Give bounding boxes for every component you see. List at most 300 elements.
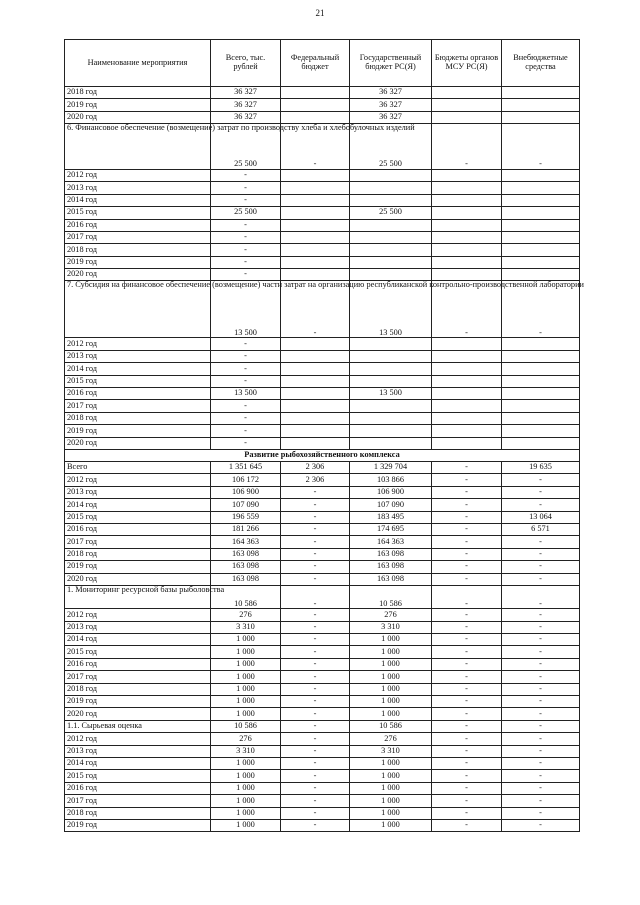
cell-federal: - <box>281 561 350 573</box>
cell-activity-label: 2015 год <box>65 207 211 219</box>
cell-activity-label: 2013 год <box>65 621 211 633</box>
cell-activity-label: 2012 год <box>65 733 211 745</box>
cell-extrabudgetary: - <box>502 795 580 807</box>
cell-municipal: - <box>432 807 502 819</box>
cell-total: - <box>211 400 281 412</box>
table-row <box>65 720 580 732</box>
cell-total: 1 000 <box>211 683 281 695</box>
cell-state <box>350 425 432 437</box>
cell-total: 163 098 <box>211 548 281 560</box>
cell-extrabudgetary: - <box>502 281 580 338</box>
cell-municipal <box>432 412 502 424</box>
cell-extrabudgetary: 19 635 <box>502 462 580 474</box>
cell-activity-label: 2014 год <box>65 757 211 769</box>
cell-federal <box>281 111 350 123</box>
cell-federal <box>281 231 350 243</box>
cell-extrabudgetary: - <box>502 807 580 819</box>
cell-activity-label: 2013 год <box>65 486 211 498</box>
cell-activity-label: 2019 год <box>65 256 211 268</box>
cell-extrabudgetary: - <box>502 646 580 658</box>
cell-state <box>350 437 432 449</box>
table-row <box>65 708 580 720</box>
cell-extrabudgetary: - <box>502 634 580 646</box>
cell-total: - <box>211 244 281 256</box>
cell-federal <box>281 400 350 412</box>
cell-federal <box>281 99 350 111</box>
cell-total: - <box>211 437 281 449</box>
table-row <box>65 388 580 400</box>
cell-state: 276 <box>350 609 432 621</box>
cell-activity-label: 2018 год <box>65 244 211 256</box>
cell-state: 25 500 <box>350 207 432 219</box>
cell-total: 276 <box>211 609 281 621</box>
cell-extrabudgetary <box>502 87 580 99</box>
cell-total: 10 586 <box>211 720 281 732</box>
cell-extrabudgetary: - <box>502 757 580 769</box>
cell-municipal: - <box>432 745 502 757</box>
cell-federal <box>281 219 350 231</box>
cell-federal: - <box>281 683 350 695</box>
cell-municipal <box>432 256 502 268</box>
cell-municipal: - <box>432 609 502 621</box>
cell-activity-label: 2013 год <box>65 350 211 362</box>
cell-municipal: - <box>432 733 502 745</box>
cell-state: 10 586 <box>350 585 432 608</box>
cell-extrabudgetary: - <box>502 708 580 720</box>
table-body <box>65 87 584 832</box>
cell-extrabudgetary <box>502 256 580 268</box>
cell-municipal: - <box>432 720 502 732</box>
cell-activity-label: 2017 год <box>65 536 211 548</box>
cell-state: 36 327 <box>350 99 432 111</box>
table-row <box>65 207 580 219</box>
cell-state: 103 866 <box>350 474 432 486</box>
cell-federal: - <box>281 745 350 757</box>
cell-total: 1 000 <box>211 634 281 646</box>
page-number: 21 <box>315 8 325 18</box>
cell-municipal <box>432 207 502 219</box>
cell-state: 1 000 <box>350 658 432 670</box>
cell-municipal <box>432 182 502 194</box>
cell-extrabudgetary: 13 064 <box>502 511 580 523</box>
table-row <box>65 363 580 375</box>
cell-extrabudgetary: - <box>502 683 580 695</box>
cell-activity-label: 2020 год <box>65 269 211 281</box>
cell-total: 3 310 <box>211 745 281 757</box>
table-row <box>65 609 580 621</box>
cell-state: 3 310 <box>350 621 432 633</box>
cell-federal <box>281 269 350 281</box>
cell-federal <box>281 350 350 362</box>
cell-activity-label: 2018 год <box>65 87 211 99</box>
table-row <box>65 99 580 111</box>
cell-municipal <box>432 269 502 281</box>
cell-state: 1 000 <box>350 683 432 695</box>
cell-federal: - <box>281 124 350 170</box>
table-row <box>65 499 580 511</box>
cell-municipal <box>432 363 502 375</box>
table-row <box>65 169 580 181</box>
cell-municipal <box>432 388 502 400</box>
cell-activity-label: 2012 год <box>65 609 211 621</box>
cell-total: - <box>211 425 281 437</box>
table-row <box>65 375 580 387</box>
cell-municipal <box>432 231 502 243</box>
table-row <box>65 757 580 769</box>
cell-state <box>350 363 432 375</box>
cell-total: - <box>211 256 281 268</box>
cell-federal: - <box>281 782 350 794</box>
cell-activity-label: 2015 год <box>65 770 211 782</box>
cell-federal: - <box>281 281 350 338</box>
table-row <box>65 87 580 99</box>
cell-municipal: - <box>432 573 502 585</box>
table-row <box>65 124 580 170</box>
cell-extrabudgetary: - <box>502 561 580 573</box>
cell-federal: - <box>281 523 350 535</box>
table-row <box>65 350 580 362</box>
cell-total: - <box>211 194 281 206</box>
cell-federal: - <box>281 757 350 769</box>
table-row <box>65 412 580 424</box>
cell-state: 1 000 <box>350 795 432 807</box>
cell-activity-label: 2019 год <box>65 425 211 437</box>
table-row <box>65 111 580 123</box>
cell-activity-label: 2020 год <box>65 437 211 449</box>
cell-federal <box>281 194 350 206</box>
cell-extrabudgetary <box>502 338 580 350</box>
cell-state: 1 000 <box>350 782 432 794</box>
cell-federal: - <box>281 770 350 782</box>
cell-total: 10 586 <box>211 585 281 608</box>
cell-state <box>350 194 432 206</box>
cell-activity-label: 2012 год <box>65 338 211 350</box>
cell-activity-label: 2017 год <box>65 671 211 683</box>
cell-activity-label: 2018 год <box>65 683 211 695</box>
cell-total: - <box>211 350 281 362</box>
cell-total: 107 090 <box>211 499 281 511</box>
cell-activity-label: 2016 год <box>65 219 211 231</box>
cell-municipal: - <box>432 523 502 535</box>
cell-activity-label: 2012 год <box>65 169 211 181</box>
section-title: Развитие рыбохозяйственного комплекса <box>65 450 580 462</box>
cell-total: - <box>211 375 281 387</box>
table-row <box>65 683 580 695</box>
header-federal-budget: Федеральный бюджет <box>281 40 350 87</box>
cell-federal: - <box>281 733 350 745</box>
cell-total: 276 <box>211 733 281 745</box>
cell-municipal: - <box>432 548 502 560</box>
cell-extrabudgetary: - <box>502 124 580 170</box>
header-extrabudgetary: Внебюджетные средства <box>502 40 580 87</box>
cell-municipal: - <box>432 671 502 683</box>
cell-municipal <box>432 244 502 256</box>
cell-municipal <box>432 194 502 206</box>
table-header-row <box>65 40 580 87</box>
cell-federal: - <box>281 720 350 732</box>
cell-municipal: - <box>432 561 502 573</box>
table-row <box>65 548 580 560</box>
cell-extrabudgetary <box>502 111 580 123</box>
cell-state <box>350 338 432 350</box>
cell-activity-label: 2013 год <box>65 182 211 194</box>
cell-activity-label: 2019 год <box>65 99 211 111</box>
cell-state: 13 500 <box>350 388 432 400</box>
table-row <box>65 256 580 268</box>
cell-total: 1 000 <box>211 658 281 670</box>
table-row <box>65 634 580 646</box>
table-row <box>65 511 580 523</box>
table-row <box>65 462 580 474</box>
cell-federal: - <box>281 621 350 633</box>
cell-state: 164 363 <box>350 536 432 548</box>
cell-activity-label: 2016 год <box>65 523 211 535</box>
cell-state <box>350 256 432 268</box>
cell-activity-label: 2016 год <box>65 782 211 794</box>
cell-total: 106 900 <box>211 486 281 498</box>
header-total: Всего, тыс. рублей <box>211 40 281 87</box>
cell-extrabudgetary: - <box>502 548 580 560</box>
table-row <box>65 795 580 807</box>
cell-state: 163 098 <box>350 548 432 560</box>
cell-extrabudgetary: 6 571 <box>502 523 580 535</box>
cell-extrabudgetary <box>502 363 580 375</box>
cell-federal <box>281 182 350 194</box>
cell-total: - <box>211 412 281 424</box>
cell-total: 1 000 <box>211 708 281 720</box>
cell-municipal: - <box>432 462 502 474</box>
table-row <box>65 696 580 708</box>
cell-activity-label: 2018 год <box>65 548 211 560</box>
cell-federal: - <box>281 807 350 819</box>
table-row <box>65 231 580 243</box>
cell-state: 1 329 704 <box>350 462 432 474</box>
cell-state: 183 495 <box>350 511 432 523</box>
cell-state: 13 500 <box>350 281 432 338</box>
cell-total: 25 500 <box>211 207 281 219</box>
cell-extrabudgetary <box>502 375 580 387</box>
cell-total: 1 000 <box>211 782 281 794</box>
table-row <box>65 437 580 449</box>
cell-total: 163 098 <box>211 573 281 585</box>
cell-state: 276 <box>350 733 432 745</box>
cell-municipal: - <box>432 474 502 486</box>
cell-state: 1 000 <box>350 807 432 819</box>
cell-state: 1 000 <box>350 819 432 831</box>
table-row <box>65 585 580 608</box>
cell-total: 1 000 <box>211 795 281 807</box>
table-row <box>65 269 580 281</box>
cell-total: - <box>211 231 281 243</box>
cell-federal: - <box>281 511 350 523</box>
cell-extrabudgetary <box>502 182 580 194</box>
cell-municipal: - <box>432 634 502 646</box>
cell-activity-label: 2016 год <box>65 388 211 400</box>
cell-extrabudgetary: - <box>502 609 580 621</box>
cell-activity-label: 2020 год <box>65 573 211 585</box>
cell-federal <box>281 169 350 181</box>
cell-extrabudgetary <box>502 400 580 412</box>
cell-state: 163 098 <box>350 573 432 585</box>
table-row <box>65 474 580 486</box>
cell-activity-label: 2015 год <box>65 375 211 387</box>
cell-extrabudgetary <box>502 207 580 219</box>
cell-state: 25 500 <box>350 124 432 170</box>
cell-activity-label: 2015 год <box>65 511 211 523</box>
cell-federal: - <box>281 548 350 560</box>
cell-state <box>350 169 432 181</box>
cell-activity-label: 6. Финансовое обеспечение (возмещение) затрат по производству хлеба и хлебобулочных изделий <box>65 124 211 170</box>
cell-activity-label: 2018 год <box>65 412 211 424</box>
cell-total: 36 327 <box>211 87 281 99</box>
cell-municipal <box>432 111 502 123</box>
cell-federal: - <box>281 819 350 831</box>
cell-total: 25 500 <box>211 124 281 170</box>
cell-extrabudgetary <box>502 231 580 243</box>
cell-municipal: - <box>432 658 502 670</box>
cell-total: 163 098 <box>211 561 281 573</box>
table-row <box>65 523 580 535</box>
cell-activity-label: 2014 год <box>65 499 211 511</box>
cell-state <box>350 182 432 194</box>
cell-municipal: - <box>432 486 502 498</box>
cell-total: 1 000 <box>211 807 281 819</box>
cell-total: 196 559 <box>211 511 281 523</box>
cell-extrabudgetary <box>502 388 580 400</box>
cell-municipal: - <box>432 696 502 708</box>
cell-state: 36 327 <box>350 111 432 123</box>
cell-municipal <box>432 219 502 231</box>
table-row <box>65 244 580 256</box>
cell-federal: - <box>281 795 350 807</box>
cell-municipal: - <box>432 782 502 794</box>
cell-total: - <box>211 219 281 231</box>
cell-municipal <box>432 350 502 362</box>
cell-extrabudgetary: - <box>502 733 580 745</box>
cell-state: 163 098 <box>350 561 432 573</box>
cell-total: - <box>211 169 281 181</box>
header-activity-name: Наименование мероприятия <box>65 40 211 87</box>
cell-municipal: - <box>432 585 502 608</box>
cell-municipal: - <box>432 795 502 807</box>
cell-activity-label: 1.1. Сырьевая оценка <box>65 720 211 732</box>
cell-activity-label: 2014 год <box>65 363 211 375</box>
cell-activity-label: 2017 год <box>65 231 211 243</box>
cell-federal: - <box>281 646 350 658</box>
cell-federal <box>281 425 350 437</box>
cell-federal <box>281 412 350 424</box>
cell-federal <box>281 363 350 375</box>
cell-federal: - <box>281 573 350 585</box>
table-row <box>65 338 580 350</box>
cell-federal <box>281 375 350 387</box>
cell-municipal <box>432 99 502 111</box>
cell-municipal: - <box>432 757 502 769</box>
cell-state <box>350 412 432 424</box>
cell-municipal <box>432 437 502 449</box>
table-row <box>65 194 580 206</box>
cell-state: 3 310 <box>350 745 432 757</box>
table-row <box>65 807 580 819</box>
cell-extrabudgetary <box>502 219 580 231</box>
cell-federal <box>281 207 350 219</box>
cell-extrabudgetary: - <box>502 671 580 683</box>
table-row <box>65 819 580 831</box>
table-row <box>65 561 580 573</box>
cell-state <box>350 269 432 281</box>
cell-activity-label: 2020 год <box>65 708 211 720</box>
table-row <box>65 486 580 498</box>
cell-federal: - <box>281 708 350 720</box>
table-row <box>65 770 580 782</box>
cell-federal: - <box>281 609 350 621</box>
table-row <box>65 745 580 757</box>
cell-activity-label: 2017 год <box>65 795 211 807</box>
table-row <box>65 219 580 231</box>
cell-federal <box>281 338 350 350</box>
cell-extrabudgetary <box>502 437 580 449</box>
cell-total: 36 327 <box>211 99 281 111</box>
cell-state: 36 327 <box>350 87 432 99</box>
cell-extrabudgetary <box>502 169 580 181</box>
table-row <box>65 425 580 437</box>
cell-federal: - <box>281 671 350 683</box>
table-row <box>65 536 580 548</box>
table-row <box>65 782 580 794</box>
cell-extrabudgetary: - <box>502 585 580 608</box>
cell-extrabudgetary: - <box>502 536 580 548</box>
table-row <box>65 671 580 683</box>
cell-state: 107 090 <box>350 499 432 511</box>
cell-extrabudgetary <box>502 244 580 256</box>
table-row <box>65 621 580 633</box>
cell-extrabudgetary: - <box>502 573 580 585</box>
cell-municipal: - <box>432 621 502 633</box>
table-row <box>65 281 580 338</box>
cell-state: 1 000 <box>350 634 432 646</box>
cell-municipal: - <box>432 124 502 170</box>
cell-municipal <box>432 338 502 350</box>
cell-activity-label: 2016 год <box>65 658 211 670</box>
cell-activity-label: 2013 год <box>65 745 211 757</box>
cell-activity-label: 1. Мониторинг ресурсной базы рыболовства <box>65 585 211 608</box>
cell-activity-label: 2014 год <box>65 634 211 646</box>
cell-extrabudgetary: - <box>502 499 580 511</box>
cell-total: 36 327 <box>211 111 281 123</box>
cell-extrabudgetary: - <box>502 696 580 708</box>
cell-state: 1 000 <box>350 757 432 769</box>
cell-extrabudgetary <box>502 99 580 111</box>
cell-extrabudgetary <box>502 269 580 281</box>
cell-extrabudgetary: - <box>502 819 580 831</box>
cell-total: 1 351 645 <box>211 462 281 474</box>
cell-extrabudgetary: - <box>502 486 580 498</box>
cell-municipal: - <box>432 499 502 511</box>
cell-state: 1 000 <box>350 646 432 658</box>
cell-total: 3 310 <box>211 621 281 633</box>
table-row <box>65 733 580 745</box>
header-state-budget: Государственный бюджет РС(Я) <box>350 40 432 87</box>
cell-municipal <box>432 87 502 99</box>
cell-activity-label: 2018 год <box>65 807 211 819</box>
cell-federal <box>281 244 350 256</box>
cell-activity-label: 2019 год <box>65 696 211 708</box>
cell-activity-label: 2014 год <box>65 194 211 206</box>
cell-state: 174 695 <box>350 523 432 535</box>
cell-extrabudgetary <box>502 412 580 424</box>
cell-activity-label: 2012 год <box>65 474 211 486</box>
cell-state: 1 000 <box>350 708 432 720</box>
